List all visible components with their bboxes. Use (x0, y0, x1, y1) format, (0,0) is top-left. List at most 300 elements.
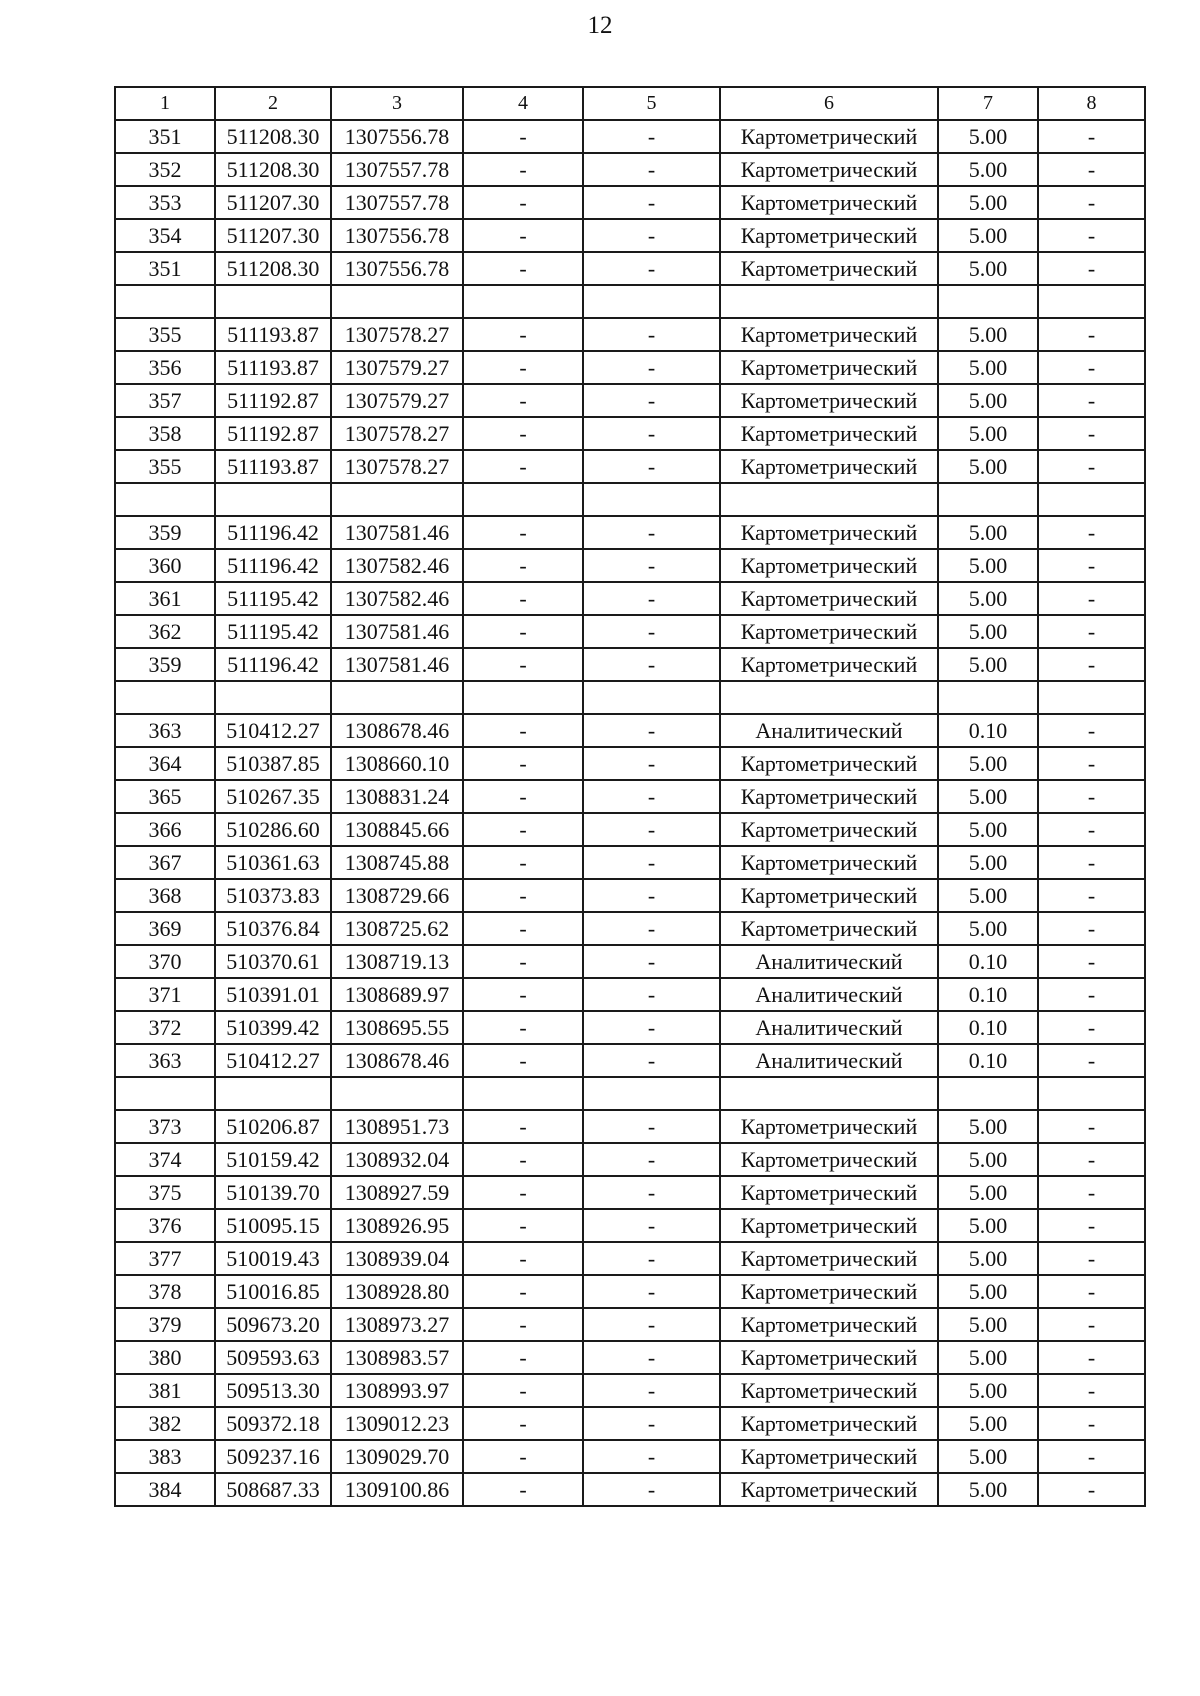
table-cell: 358 (115, 417, 215, 450)
table-cell: 509673.20 (215, 1308, 331, 1341)
table-row (115, 1275, 1145, 1308)
table-cell: - (583, 384, 720, 417)
table-cell: 1307579.27 (331, 351, 463, 384)
table-cell: 5.00 (938, 879, 1038, 912)
table-cell (1038, 1077, 1145, 1110)
table-cell: 1309012.23 (331, 1407, 463, 1440)
table-cell: 510267.35 (215, 780, 331, 813)
table-cell: 5.00 (938, 351, 1038, 384)
table-cell: - (463, 417, 583, 450)
table-cell: - (463, 648, 583, 681)
table-cell: 1308689.97 (331, 978, 463, 1011)
table-row (115, 1341, 1145, 1374)
table-cell: Аналитический (720, 714, 938, 747)
table-cell (331, 1077, 463, 1110)
table-cell: 509593.63 (215, 1341, 331, 1374)
table-row (115, 648, 1145, 681)
table-cell: Аналитический (720, 1011, 938, 1044)
table-cell: 510095.15 (215, 1209, 331, 1242)
table-cell: 510361.63 (215, 846, 331, 879)
table-cell: Картометрический (720, 186, 938, 219)
table-cell: - (583, 549, 720, 582)
table-cell: - (583, 780, 720, 813)
table-cell: - (1038, 1407, 1145, 1440)
table-cell: - (583, 120, 720, 153)
table-cell: - (1038, 582, 1145, 615)
table-cell: - (463, 318, 583, 351)
table-cell: - (583, 1176, 720, 1209)
table-cell (720, 483, 938, 516)
table-cell: 363 (115, 714, 215, 747)
table-row (115, 879, 1145, 912)
table-cell: - (463, 747, 583, 780)
table-cell: - (1038, 780, 1145, 813)
table-cell: 5.00 (938, 1440, 1038, 1473)
table-cell: 375 (115, 1176, 215, 1209)
table-cell: - (1038, 813, 1145, 846)
table-cell: - (463, 1209, 583, 1242)
table-cell: - (1038, 1341, 1145, 1374)
table-cell: - (463, 1143, 583, 1176)
table-cell: 5.00 (938, 549, 1038, 582)
column-header-7: 7 (938, 87, 1038, 120)
column-header-2: 2 (215, 87, 331, 120)
table-cell: Картометрический (720, 153, 938, 186)
table-cell: - (463, 186, 583, 219)
table-cell: - (463, 1341, 583, 1374)
table-cell: 1307556.78 (331, 120, 463, 153)
table-cell (938, 483, 1038, 516)
table-cell: 5.00 (938, 384, 1038, 417)
table-cell: 1307556.78 (331, 252, 463, 285)
table-row (115, 186, 1145, 219)
table-cell: Картометрический (720, 549, 938, 582)
table-cell: - (463, 120, 583, 153)
table-cell: 511196.42 (215, 516, 331, 549)
table-cell (463, 1077, 583, 1110)
table-cell: - (583, 813, 720, 846)
table-cell: Картометрический (720, 1110, 938, 1143)
table-row (115, 153, 1145, 186)
table-row (115, 582, 1145, 615)
table-row (115, 219, 1145, 252)
table-cell: 511193.87 (215, 351, 331, 384)
table-cell: Аналитический (720, 978, 938, 1011)
table-cell: Картометрический (720, 1242, 938, 1275)
table-cell: Картометрический (720, 813, 938, 846)
table-cell: 1308729.66 (331, 879, 463, 912)
separator-row (115, 483, 1145, 516)
table-cell: Картометрический (720, 648, 938, 681)
table-cell: - (1038, 912, 1145, 945)
table-row (115, 1440, 1145, 1473)
table-cell: 511193.87 (215, 450, 331, 483)
table-cell: 1307557.78 (331, 186, 463, 219)
table-cell (720, 1077, 938, 1110)
table-row (115, 549, 1145, 582)
table-cell: - (1038, 120, 1145, 153)
table-cell (583, 1077, 720, 1110)
table-row (115, 1209, 1145, 1242)
table-cell: 509513.30 (215, 1374, 331, 1407)
table-cell (215, 285, 331, 318)
table-cell: 5.00 (938, 780, 1038, 813)
table-cell: - (583, 153, 720, 186)
table-cell: - (463, 1308, 583, 1341)
table-cell: Картометрический (720, 219, 938, 252)
table-cell: - (1038, 1242, 1145, 1275)
table-cell (215, 483, 331, 516)
table-cell: - (1038, 1374, 1145, 1407)
table-cell (1038, 483, 1145, 516)
table-cell: - (583, 1440, 720, 1473)
table-cell: 1308660.10 (331, 747, 463, 780)
table-cell: Картометрический (720, 1308, 938, 1341)
table-cell: - (583, 1242, 720, 1275)
table-cell: 508687.33 (215, 1473, 331, 1506)
table-cell: - (583, 1011, 720, 1044)
table-cell: Картометрический (720, 615, 938, 648)
table-cell: - (583, 450, 720, 483)
table-cell (938, 681, 1038, 714)
table-cell: - (463, 450, 583, 483)
table-cell: - (463, 846, 583, 879)
table-cell: - (1038, 747, 1145, 780)
table-cell: 351 (115, 252, 215, 285)
table-cell: 1307581.46 (331, 648, 463, 681)
table-cell: 0.10 (938, 978, 1038, 1011)
table-row (115, 450, 1145, 483)
table-cell: - (463, 582, 583, 615)
table-cell: - (1038, 186, 1145, 219)
table-cell: 5.00 (938, 1407, 1038, 1440)
table-row (115, 351, 1145, 384)
table-cell: - (1038, 1473, 1145, 1506)
table-cell: 5.00 (938, 1275, 1038, 1308)
table-cell: 511207.30 (215, 186, 331, 219)
table-cell: 1308678.46 (331, 714, 463, 747)
table-cell: 511193.87 (215, 318, 331, 351)
table-cell: - (1038, 945, 1145, 978)
table-cell: 510139.70 (215, 1176, 331, 1209)
table-cell: - (583, 219, 720, 252)
table-cell (463, 285, 583, 318)
table-cell: 5.00 (938, 1374, 1038, 1407)
table-cell: 384 (115, 1473, 215, 1506)
table-cell: - (1038, 1143, 1145, 1176)
table-row (115, 846, 1145, 879)
table-cell: 382 (115, 1407, 215, 1440)
table-cell: - (1038, 1308, 1145, 1341)
table-cell: 1307582.46 (331, 582, 463, 615)
table-cell: - (583, 1044, 720, 1077)
table-cell (720, 285, 938, 318)
table-row (115, 1407, 1145, 1440)
table-cell: 511195.42 (215, 582, 331, 615)
table-cell: - (1038, 417, 1145, 450)
table-cell (115, 681, 215, 714)
table-cell (115, 285, 215, 318)
table-cell: - (583, 1473, 720, 1506)
separator-row (115, 681, 1145, 714)
table-cell: 1308993.97 (331, 1374, 463, 1407)
table-cell: Картометрический (720, 846, 938, 879)
table-row (115, 1308, 1145, 1341)
table-cell: 510016.85 (215, 1275, 331, 1308)
table-body (115, 120, 1145, 1506)
table-cell: Картометрический (720, 1473, 938, 1506)
table-cell: 1307578.27 (331, 417, 463, 450)
table-cell: 1307578.27 (331, 450, 463, 483)
table-cell: - (1038, 1440, 1145, 1473)
table-row (115, 417, 1145, 450)
table-cell: 1308927.59 (331, 1176, 463, 1209)
table-cell: 1308951.73 (331, 1110, 463, 1143)
table-cell: 5.00 (938, 186, 1038, 219)
table-cell: 5.00 (938, 219, 1038, 252)
table-cell: - (1038, 549, 1145, 582)
table-cell: - (1038, 384, 1145, 417)
table-cell: 5.00 (938, 1143, 1038, 1176)
table-cell: 371 (115, 978, 215, 1011)
table-cell (583, 681, 720, 714)
table-cell: - (583, 1110, 720, 1143)
table-cell: 376 (115, 1209, 215, 1242)
table-cell: - (1038, 516, 1145, 549)
table-cell: Аналитический (720, 945, 938, 978)
table-cell (331, 681, 463, 714)
table-cell: 357 (115, 384, 215, 417)
table-cell: - (463, 1374, 583, 1407)
table-cell: 1308973.27 (331, 1308, 463, 1341)
table-row (115, 1044, 1145, 1077)
table-cell: 1307581.46 (331, 516, 463, 549)
table-cell: 1308678.46 (331, 1044, 463, 1077)
table-cell: Картометрический (720, 318, 938, 351)
table-cell: 1308831.24 (331, 780, 463, 813)
table-cell: 365 (115, 780, 215, 813)
table-cell: 5.00 (938, 516, 1038, 549)
table-cell: 1308745.88 (331, 846, 463, 879)
table-cell: - (1038, 1011, 1145, 1044)
table-cell: - (583, 252, 720, 285)
table-cell: 5.00 (938, 318, 1038, 351)
table-cell: 511208.30 (215, 120, 331, 153)
table-cell: Картометрический (720, 879, 938, 912)
table-cell: 1307579.27 (331, 384, 463, 417)
table-cell: - (1038, 1176, 1145, 1209)
table-cell: Картометрический (720, 1143, 938, 1176)
table-cell: 381 (115, 1374, 215, 1407)
table-cell: - (463, 1110, 583, 1143)
table-cell: Картометрический (720, 1341, 938, 1374)
table-cell: - (1038, 450, 1145, 483)
table-cell (583, 285, 720, 318)
table-row (115, 1110, 1145, 1143)
table-cell: - (1038, 648, 1145, 681)
table-cell: - (583, 1275, 720, 1308)
table-cell: 372 (115, 1011, 215, 1044)
table-cell: 383 (115, 1440, 215, 1473)
table-cell: - (1038, 318, 1145, 351)
table-cell: 5.00 (938, 1209, 1038, 1242)
table-cell: 374 (115, 1143, 215, 1176)
table-cell: Картометрический (720, 417, 938, 450)
table-cell: 5.00 (938, 417, 1038, 450)
table-cell: - (583, 186, 720, 219)
table-cell: - (463, 351, 583, 384)
table-cell: 511208.30 (215, 252, 331, 285)
table-header-row (115, 87, 1145, 120)
table-cell: 510376.84 (215, 912, 331, 945)
table-cell: - (463, 813, 583, 846)
table-cell: 363 (115, 1044, 215, 1077)
table-cell: - (583, 351, 720, 384)
table-row (115, 1176, 1145, 1209)
table-cell: 5.00 (938, 252, 1038, 285)
table-cell: 355 (115, 450, 215, 483)
table-cell: 5.00 (938, 1308, 1038, 1341)
table-cell: 361 (115, 582, 215, 615)
table-cell: - (583, 516, 720, 549)
table-cell: 354 (115, 219, 215, 252)
table-cell: 5.00 (938, 120, 1038, 153)
table-cell: Картометрический (720, 1176, 938, 1209)
table-cell: - (1038, 1209, 1145, 1242)
table-cell: 511196.42 (215, 549, 331, 582)
table-row (115, 384, 1145, 417)
table-cell: 1308926.95 (331, 1209, 463, 1242)
table-cell (938, 1077, 1038, 1110)
table-cell: 1307556.78 (331, 219, 463, 252)
table-cell: - (463, 1176, 583, 1209)
table-cell: Картометрический (720, 747, 938, 780)
table-cell: 5.00 (938, 450, 1038, 483)
table-cell: 378 (115, 1275, 215, 1308)
table-cell: Картометрический (720, 384, 938, 417)
table-cell (115, 483, 215, 516)
column-header-8: 8 (1038, 87, 1145, 120)
table-cell: - (463, 780, 583, 813)
table-cell: 5.00 (938, 1176, 1038, 1209)
table-cell: - (463, 516, 583, 549)
table-cell (115, 1077, 215, 1110)
table-row (115, 780, 1145, 813)
table-cell: Картометрический (720, 582, 938, 615)
table-cell: 1308983.57 (331, 1341, 463, 1374)
table-cell: - (1038, 714, 1145, 747)
table-cell: Картометрический (720, 516, 938, 549)
table-cell: 510412.27 (215, 714, 331, 747)
table-cell: - (583, 615, 720, 648)
table-cell: 352 (115, 153, 215, 186)
table-cell: 510206.87 (215, 1110, 331, 1143)
table-cell: - (583, 1374, 720, 1407)
table-cell: - (463, 714, 583, 747)
table-cell: - (1038, 1275, 1145, 1308)
table-cell: 511208.30 (215, 153, 331, 186)
table-cell: - (463, 978, 583, 1011)
table-cell: - (463, 549, 583, 582)
table-cell: - (583, 582, 720, 615)
table-cell: - (463, 219, 583, 252)
table-cell: - (463, 945, 583, 978)
table-cell: 360 (115, 549, 215, 582)
table-cell: 355 (115, 318, 215, 351)
table-cell: 0.10 (938, 945, 1038, 978)
column-header-5: 5 (583, 87, 720, 120)
table-cell: 510387.85 (215, 747, 331, 780)
table-cell: 511192.87 (215, 384, 331, 417)
table-cell: - (463, 153, 583, 186)
table-row (115, 813, 1145, 846)
table-cell: - (1038, 252, 1145, 285)
table-cell: 5.00 (938, 1473, 1038, 1506)
table-cell: 1308725.62 (331, 912, 463, 945)
table-cell: 1309100.86 (331, 1473, 463, 1506)
table-cell: 510370.61 (215, 945, 331, 978)
coordinates-table (114, 86, 1146, 1507)
table-cell (215, 681, 331, 714)
table-cell: 1308928.80 (331, 1275, 463, 1308)
column-header-6: 6 (720, 87, 938, 120)
table-cell: 511196.42 (215, 648, 331, 681)
table-cell: 5.00 (938, 912, 1038, 945)
table-cell: 5.00 (938, 846, 1038, 879)
table-cell: - (463, 1407, 583, 1440)
table-cell: - (463, 1242, 583, 1275)
table-row (115, 945, 1145, 978)
table-cell: - (1038, 879, 1145, 912)
table-cell: 1308939.04 (331, 1242, 463, 1275)
table-cell: - (583, 648, 720, 681)
table-cell: - (1038, 615, 1145, 648)
table-cell (1038, 285, 1145, 318)
table-cell: - (463, 912, 583, 945)
table-cell: Картометрический (720, 912, 938, 945)
table-cell (463, 483, 583, 516)
table-row (115, 516, 1145, 549)
table-cell (583, 483, 720, 516)
table-cell: 5.00 (938, 648, 1038, 681)
table-cell: 1307581.46 (331, 615, 463, 648)
table-cell: 5.00 (938, 813, 1038, 846)
table-cell: 511192.87 (215, 417, 331, 450)
separator-row (115, 1077, 1145, 1110)
table-cell: 0.10 (938, 1011, 1038, 1044)
table-row (115, 1242, 1145, 1275)
table-cell: - (583, 978, 720, 1011)
table-cell: 1309029.70 (331, 1440, 463, 1473)
table-cell: - (463, 384, 583, 417)
table-cell: 1308845.66 (331, 813, 463, 846)
table-cell: - (583, 1209, 720, 1242)
table-cell: 359 (115, 648, 215, 681)
table-cell: 1308932.04 (331, 1143, 463, 1176)
table-row (115, 318, 1145, 351)
table-cell: 511207.30 (215, 219, 331, 252)
table-cell (720, 681, 938, 714)
table-cell: Картометрический (720, 1209, 938, 1242)
table-cell: 510412.27 (215, 1044, 331, 1077)
table-cell: - (583, 879, 720, 912)
table-cell: 5.00 (938, 1242, 1038, 1275)
table-cell: - (1038, 219, 1145, 252)
table-cell: 510286.60 (215, 813, 331, 846)
table-cell: 5.00 (938, 747, 1038, 780)
table-cell: 351 (115, 120, 215, 153)
table-cell (215, 1077, 331, 1110)
